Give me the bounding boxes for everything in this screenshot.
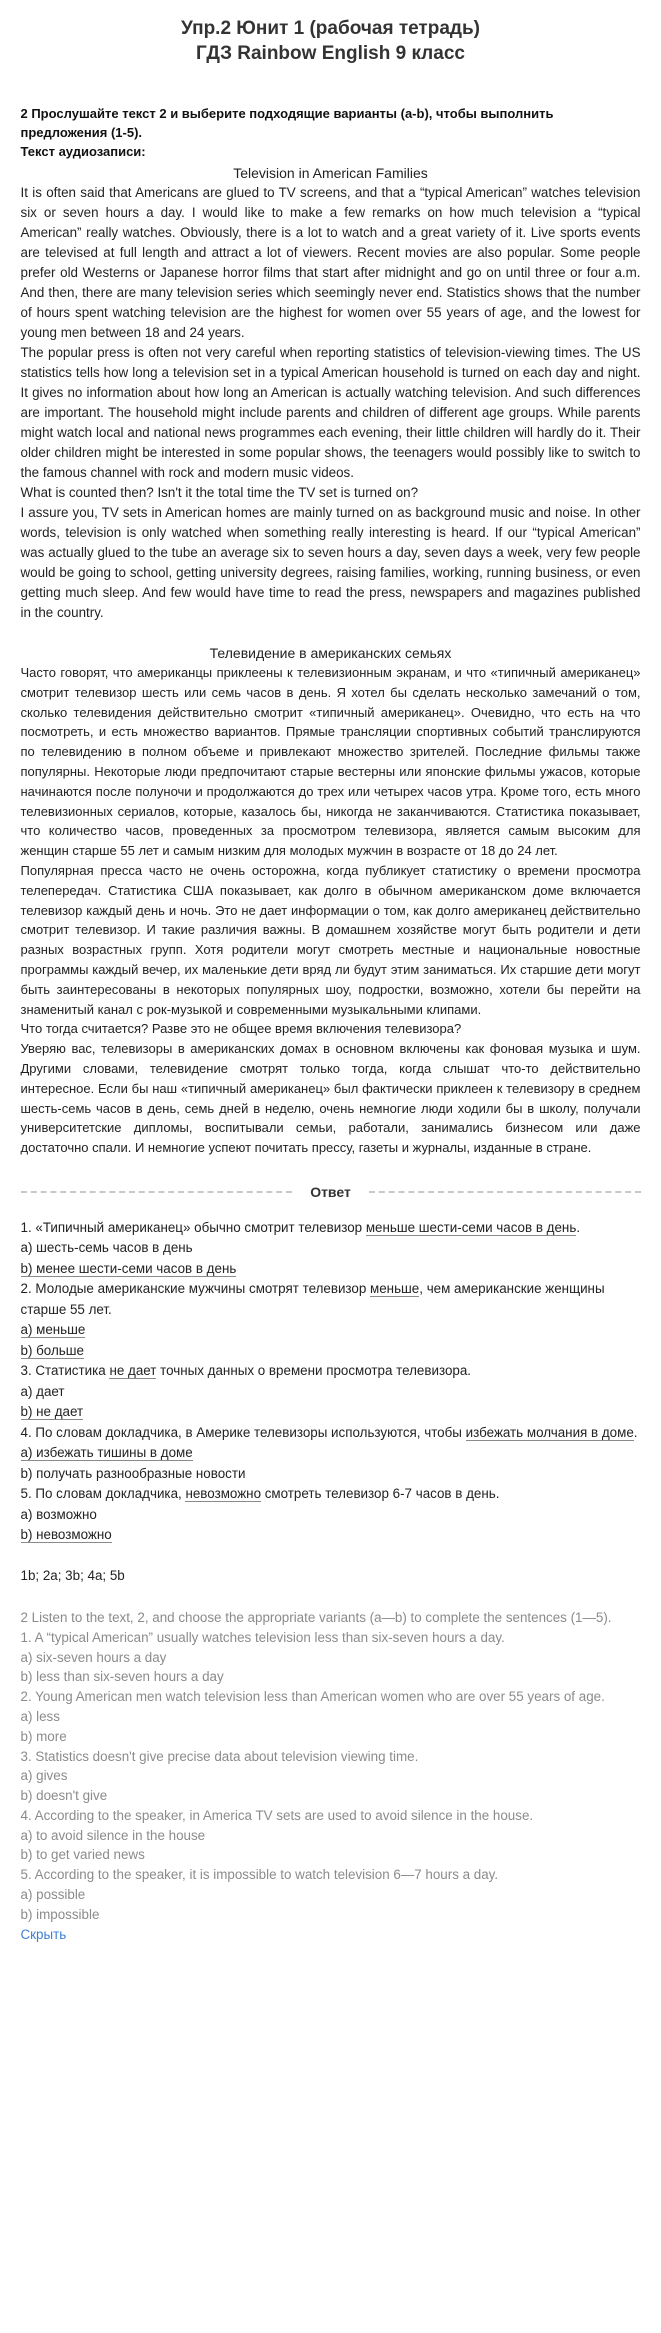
- hide-link[interactable]: Скрыть: [20, 1926, 67, 1942]
- english-option: b) to get varied news: [20, 1847, 145, 1863]
- question-text: смотреть телевизор 6-7 часов в день.: [261, 1486, 500, 1502]
- answers-block: [21, 1218, 641, 1546]
- answer-question-3: [21, 1361, 641, 1382]
- english-sentence-4: 4. According to the speaker, in America TV sets are used to avoid silence in the house.: [20, 1807, 534, 1823]
- answer-option-correct: [21, 1443, 641, 1464]
- english-task-block: [21, 1608, 641, 1945]
- english-paragraph-3: What is counted then? Isn't it the total time the TV set is turned on?: [20, 485, 419, 500]
- option-text: b) больше: [20, 1342, 84, 1358]
- answer-option-correct: [21, 1320, 641, 1341]
- english-option: b) impossible: [20, 1906, 100, 1922]
- answer-question-5: [21, 1484, 641, 1505]
- correct-option-text: а) избежать тишины в доме: [20, 1445, 193, 1461]
- answer-question-1: [21, 1218, 641, 1239]
- english-option: a) less: [20, 1708, 60, 1724]
- question-text: , чем американские женщины старше 55 лет.: [20, 1281, 605, 1317]
- english-option: a) gives: [20, 1768, 68, 1784]
- correct-option-text: а) меньше: [20, 1322, 86, 1338]
- question-text: 5. По словам докладчика,: [20, 1486, 186, 1502]
- english-option: a) six-seven hours a day: [20, 1649, 167, 1665]
- russian-paragraph-3: Что тогда считается? Разве это не общее время включения телевизора?: [20, 1021, 462, 1037]
- title-line-textbook: ГДЗ Rainbow English 9 класс: [196, 43, 465, 64]
- correct-option-text: b) невозможно: [20, 1527, 112, 1543]
- question-text: 2. Молодые американские мужчины смотрят телевизор: [20, 1281, 371, 1297]
- answer-option: а) возможно: [20, 1506, 97, 1522]
- divider-rule-left: [21, 1191, 293, 1193]
- task-block: [21, 104, 641, 161]
- answer-option-correct: [21, 1402, 641, 1423]
- page-title: [21, 16, 641, 66]
- english-paragraph-2: The popular press is often not very careful when reporting statistics of television-viewing times. The US statistics tells how long a television set in a typical American household is turned on each day and night. It gives no information about how long an American is actually watching television. And such differences are important. The household might include parents and children of different age groups. While parents might watch local and national news programmes each evening, their little children will hardly do it. Their older children might be interested in some popular shows, the teenagers would possibly like to switch to the famous channel with rock and modern music videos.: [20, 345, 641, 480]
- title-line-exercise: Упр.2 Юнит 1 (рабочая тетрадь): [181, 18, 480, 39]
- answer-divider: [21, 1184, 641, 1200]
- answer-question-4: [21, 1423, 641, 1444]
- english-task-intro: 2 Listen to the text, 2, and choose the appropriate variants (a—b) to complete the sentences (1—5).: [20, 1609, 612, 1625]
- question-highlight: избежать молчания в доме: [465, 1424, 634, 1440]
- answer-option: [21, 1341, 641, 1362]
- russian-paragraph-2: Популярная пресса часто не очень осторожна, когда публикует статистику о времени просмотра телепередач. Статистика США показывает, как долго в обычном американском доме включается телевизор каждый день и ночь. Это не дает информации о том, как долго американец действительно смотрит телевизор. И такие различия важны. В домашнем хозяйстве могут быть родители и дети разных возрастных групп. Хотя родители могут смотреть местные и национальные новостные программы каждый вечер, их маленькие дети вряд ли будут этим заниматься. Их старшие дети могут быть заинтересованы в некоторых популярных шоу, подростки, возможно, хотели бы перейти на знаменитый канал с рок-музыкой и современными музыкальными клипами.: [20, 862, 641, 1017]
- answer-option: а) дает: [20, 1383, 65, 1399]
- english-sentence-3: 3. Statistics doesn't give precise data about television viewing time.: [20, 1748, 419, 1764]
- english-text-block: [21, 163, 641, 623]
- answer-heading: Ответ: [310, 1183, 351, 1200]
- answer-option: а) шесть-семь часов в день: [20, 1240, 193, 1256]
- answer-option-correct: [21, 1525, 641, 1546]
- answer-question-2: [21, 1279, 641, 1320]
- english-option: b) doesn't give: [20, 1788, 108, 1804]
- correct-option-text: b) менее шести-семи часов в день: [20, 1260, 237, 1276]
- task-instruction: 2 Прослушайте текст 2 и выберите подходящие варианты (a-b), чтобы выполнить предложения (1-5).: [20, 106, 554, 140]
- question-text: 1. «Типичный американец» обычно смотрит телевизор: [20, 1219, 366, 1235]
- transcript-label: Текст аудиозаписи:: [20, 144, 146, 159]
- russian-paragraph-4: Уверяю вас, телевизоры в американских домах в основном включены как фоновая музыка и шум. Другими словами, телевидение смотрят только тогда, когда слышат что-то действительно интересное. Если бы наш «типичный американец» был фактически приклеен к телевизору в среднем шесть-семь часов в день, семь дней в неделю, очень немногие люди ходили бы в школу, получали университетские дипломы, воспитывали семьи, работали, занимались бизнесом или даже достаточно спали. И немногие успеют почитать прессу, газеты и журналы, изданные в стране.: [20, 1041, 641, 1156]
- question-highlight: невозможно: [185, 1486, 262, 1502]
- correct-option-text: b) не дает: [20, 1404, 84, 1420]
- question-highlight: меньше: [370, 1281, 420, 1297]
- english-option: b) more: [20, 1728, 67, 1744]
- question-highlight: не дает: [109, 1363, 157, 1379]
- question-text: 4. По словам докладчика, в Америке телевизоры используются, чтобы: [20, 1424, 466, 1440]
- english-paragraph-1: It is often said that Americans are glued to TV screens, and that a “typical American” watches television six or seven hours a day. I would like to make a few remarks on how much television a “typical American” really watches. Obviously, there is a lot to watch and a great variety of it. Live sports events are televised at full length and attract a lot of viewers. Recent movies are also popular. Some people prefer old Westerns or Japanese horror films that start after midnight and go on until three or four a.m. And then, there are many television series which seemingly never end. Statistics shows that the number of hours spent watching television are the highest for women over 55 years of age, and the lowest for young men between 18 and 24 years.: [20, 185, 641, 340]
- english-sentence-2: 2. Young American men watch television less than American women who are over 55 years of age.: [20, 1689, 605, 1705]
- divider-rule-right: [369, 1191, 641, 1193]
- question-text: .: [576, 1219, 581, 1235]
- english-option: a) to avoid silence in the house: [20, 1827, 206, 1843]
- english-text-title: Television in American Families: [233, 165, 428, 181]
- russian-text-block: [21, 643, 641, 1158]
- english-option: b) less than six-seven hours a day: [20, 1669, 224, 1685]
- page-content: [21, 0, 641, 1945]
- english-paragraph-4: I assure you, TV sets in American homes are mainly turned on as background music and noise. In other words, television is only watched when something really interesting is heard. If our “typical American” was actually glued to the tube an average six to seven hours a day, seven days a week, very few people would be going to school, getting university degrees, raising families, working, running business, or even getting much sleep. And few would have time to read the press, newspapers and magazines published in the country.: [20, 505, 641, 620]
- english-option: a) possible: [20, 1887, 86, 1903]
- english-sentence-5: 5. According to the speaker, it is impossible to watch television 6—7 hours a day.: [20, 1867, 499, 1883]
- question-highlight: меньше шести-семи часов в день: [365, 1219, 577, 1235]
- answer-option: b) получать разнообразные новости: [20, 1465, 246, 1481]
- question-text: 3. Статистика: [20, 1363, 110, 1379]
- answer-option-correct: [21, 1259, 641, 1280]
- question-text: .: [633, 1424, 638, 1440]
- question-text: точных данных о времени просмотра телевизора.: [156, 1363, 472, 1379]
- russian-text-title: Телевидение в американских семьях: [209, 645, 452, 661]
- answer-keys: 1b; 2a; 3b; 4a; 5b: [20, 1567, 125, 1583]
- russian-paragraph-1: Часто говорят, что американцы приклеены к телевизионным экранам, и что «типичный американец» смотрит телевизор шесть или семь часов в день. Я хотел бы сделать несколько замечаний о том, сколько телевидения действительно смотрит «типичный американец». Очевидно, что есть на что посмотреть, и есть множество вариантов. Прямые трансляции спортивных событий транслируются по телевидению в полном объеме и привлекают множество зрителей. Последние фильмы также популярны. Некоторые люди предпочитают старые вестерны или японские фильмы ужасов, которые начинаются после полуночи и продолжаются до трех или четырех часов утра. Кроме того, есть много телевизионных сериалов, которые, казалось бы, никогда не заканчиваются. Статистика показывает, что количество часов, проведенных за просмотром телевизора, является самым высоким для женщин старше 55 лет и самым низким для молодых мужчин в возрасте от 18 до 24 лет.: [20, 665, 641, 859]
- english-sentence-1: 1. A “typical American” usually watches television less than six-seven hours a day.: [20, 1629, 505, 1645]
